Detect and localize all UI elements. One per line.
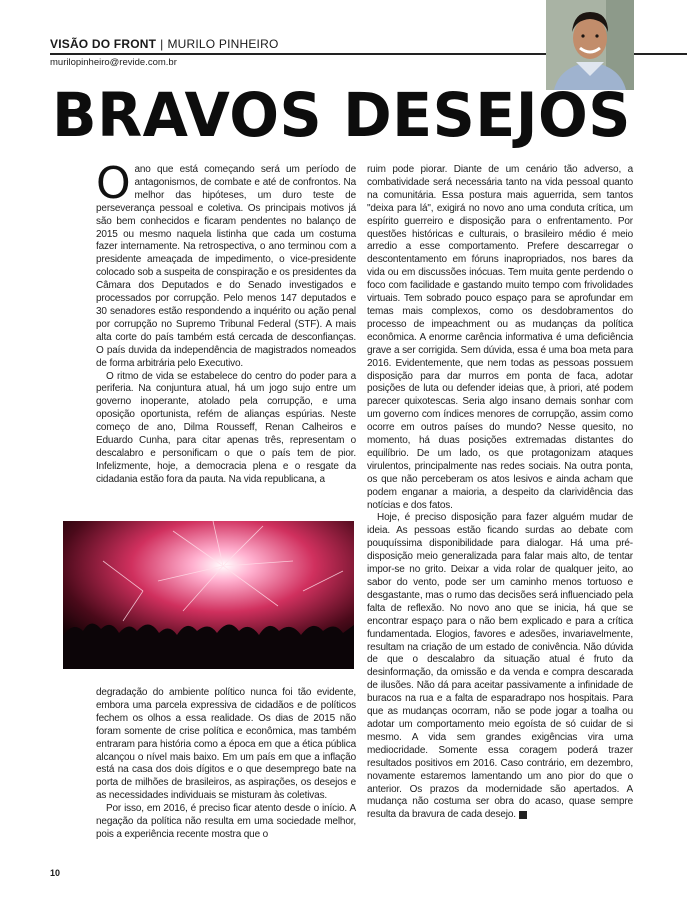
- author-name: MURILO PINHEIRO: [167, 37, 279, 51]
- paragraph: degradação do ambiente político nunca foi tão evidente, embora uma parcela expressiva de cidadãos e de políticos fechem os olhos a essa realidade. Os dias de 2015 não foram somente de crise política e econômica, mas também entraram para história como a época em que a ética pública alcançou o nível mais baixo. Em um país em que a inflação está na casa dos dois dígitos e o que desemprego bate na porta de milhões de brasileiros, as aspirações, os desejos e as necessidades individuais se misturam às coletivas.: [96, 687, 356, 802]
- column-header: [50, 37, 278, 51]
- author-email: murilopinheiro@revide.com.br: [50, 57, 177, 68]
- paragraph: Oano que está começando será um período de antagonismos, de combate e até de confrontos. Na melhor das hipóteses, um duro teste de perseverança pessoal e coletiva. Os principais motivos já são bem conhecidos e ficaram pendentes no balanço de 2015 ou mesmo naquela listinha que cada um costuma fazer internamente. Na retrospectiva, o ano terminou com a presidente ameaçada de impedimento, o vice-presidente colocado sob a suspeita de conspiração e os presidentes da Câmara dos Deputados e do Senado investigados e processados por corrupção. Pelo menos 147 deputados e 30 senadores estão respondendo a inquérito ou ação penal por corrupção no Supremo Tribunal Federal (STF). A mais alta corte do país também está cercada de desconfianças. O país duvida da independência de magistrados nomeados de forma arbitrária pelo Executivo.: [96, 158, 356, 369]
- author-photo: [546, 0, 634, 90]
- end-of-article-mark: r: [519, 811, 527, 819]
- page-number: 10: [50, 868, 61, 878]
- header-separator: |: [160, 37, 164, 51]
- drop-cap: O: [96, 158, 131, 209]
- paragraph: Hoje, é preciso disposição para fazer alguém mudar de ideia. As pessoas estão ficando surdas ao debate com pouquíssima disponibilidade para dialogar. Há uma pré-disposição meio generalizada para falar mais alto, de tentar impor-se no grito. Deixar a vida rolar de qualquer jeito, ao sabor do vento, pode ser um caminho menos tortuoso e desgastante, mas o rumo das decisões será influenciado pela falta de reflexão. No novo ano que se inicia, há que se encontrar espaço para o não bem explicado e para a crítica fundamentada. Elogios, favores e adesões, invariavelmente, resultam na criação de um estado de conivência. Não dúvida de que o descalabro da situação atual é fruto da desinformação, da omissão e da venda e compra descarada de ilusões. Não dá para aceitar passivamente a infinidade de buracos na rua e a falta de esparadrapo nos hospitais. Para que as mudanças ocorram, não se pode jogar a toalha ou adotar um comportamento meio egoísta de só cuidar de si mesmo. A vida sem grandes exigências vira uma mediocridade. Somente essa coragem poderá trazer resultados positivos em 2016. Caso contrário, em dezembro, novamente estaremos lamentando um ano pior do que o anterior. Os prazos da modernidade são apertados. A mudança não costuma ser obra do acaso, quase sempre resulta da bravura de cada desejo. r: [367, 512, 633, 821]
- article-headline: BRAVOS DESEJOS: [52, 80, 631, 151]
- article-column-2: [367, 164, 633, 822]
- paragraph: ruim pode piorar. Diante de um cenário tão adverso, a combatividade será necessária tanto na vida pessoal quanto na comunitária. Essa postura mais aguerrida, sem tantos "deixa para lá", exigirá no novo ano uma conduta crítica, um espírito guerreiro e disposição para o enfrentamento. Por questões históricas e culturais, o brasileiro médio é meio arredio a esse comportamento. Prefere descarregar o descontentamento em fóruns inapropriados, nos bares da vida ou em discussões inócuas. Tem muita gente perdendo o foco com facilidade e gastando muito tempo com frivolidades virtuais. Tem sobrado pouco espaço para se aprofundar em temas mais complexos, como os desdobramentos do processo de impeachment ou as mudanças da política econômica. A enorme carência informativa é uma deficiência grave a ser corrigida. Sem dúvida, essa é uma boa meta para 2016. Evidentemente, que nem todas as pessoas possuem disposição para dar murros em ponta de faca, adotar posições de luta ou defender ideias que, à priori, até podem parecer quixotescas. Seria algo insano demais sonhar com um governo com índices menores de corrupção, assim como ocorre em outros países do mundo? Nesse quesito, no momento, há duas posições extremadas distantes do equilíbrio. De um lado, os que protagonizam ataques virulentos, principalmente nas redes sociais. Na outra ponta, os que não perceberam os atos lesivos e ainda acham que podem enganar a maioria, a despeito da clarividência das notícias e dos fatos.: [367, 164, 633, 511]
- article-column-1-bottom: [96, 687, 356, 842]
- paragraph: O ritmo de vida se estabelece do centro do poder para a periferia. Na conjuntura atual, há um jogo sujo entre um governo inoperante, atolado pela corrupção, e uma oposição oportunista, refém de alianças espúrias. Neste começo de ano, Dilma Rousseff, Renan Calheiros e Eduardo Cunha, para citar apenas três, representam o descalabro e personificam o que o país tem de pior. Infelizmente, hoje, a democracia plena e o resgate da cidadania estão fora da pauta. Na vida republicana, a: [96, 370, 356, 485]
- paragraph: Por isso, em 2016, é preciso ficar atento desde o início. A negação da política não resulta em uma sociedade melhor, pois a experiência recente mostra que o: [96, 803, 356, 840]
- section-name: VISÃO DO FRONT: [50, 37, 157, 51]
- fireworks-photo: [63, 521, 354, 669]
- article-column-1-top: [96, 158, 356, 487]
